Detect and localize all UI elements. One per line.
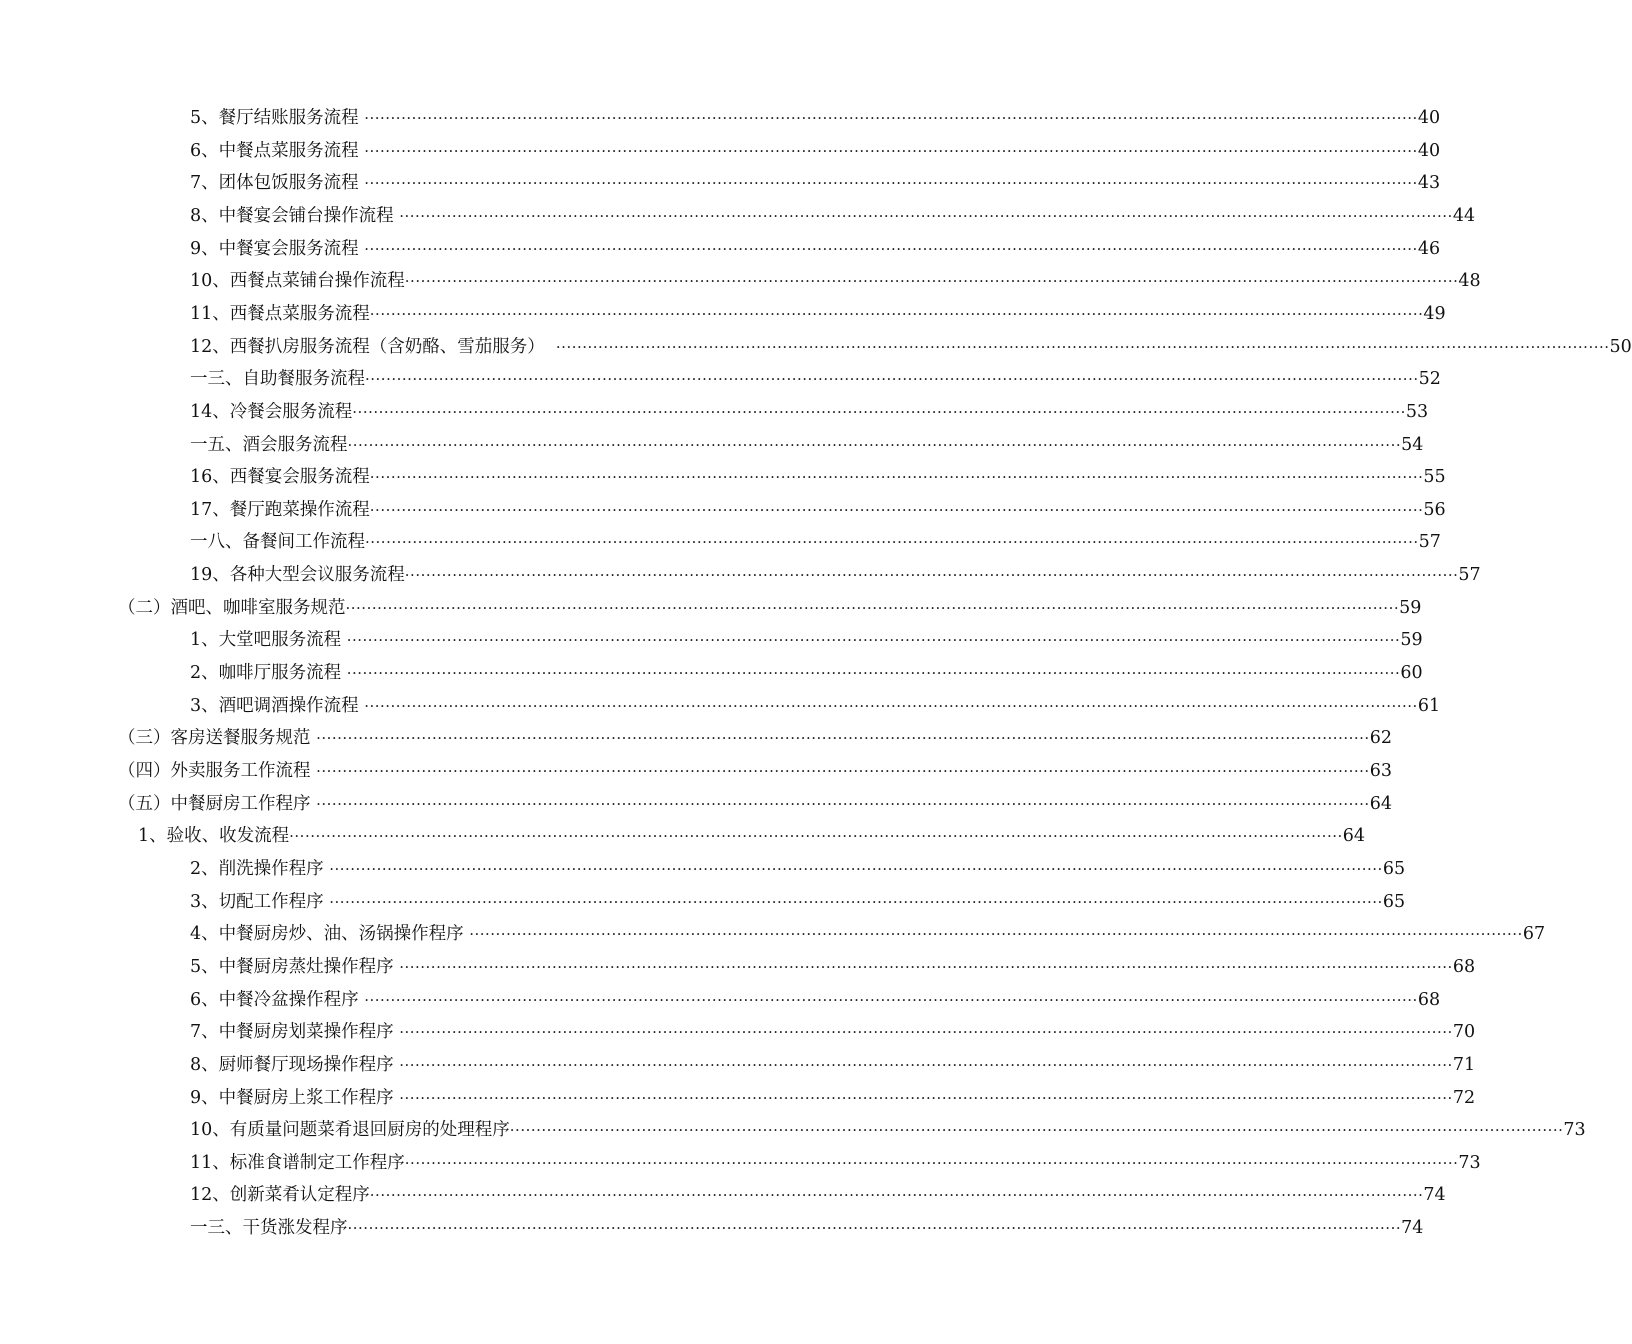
toc-entry-page-number: 43 (1417, 173, 1441, 194)
toc-entry-page-number: 52 (1418, 369, 1441, 390)
toc-entry[interactable] (190, 887, 1406, 917)
toc-entry-page-number: 74 (1401, 1218, 1424, 1239)
toc-entry[interactable] (190, 332, 1632, 362)
toc-entry-page-number: 73 (1458, 1152, 1481, 1173)
toc-entry-title: 2、咖啡厅服务流程 (190, 663, 347, 684)
toc-entry-title: 8、厨师餐厅现场操作程序 (190, 1054, 400, 1075)
toc-entry-page-number: 70 (1452, 1022, 1476, 1043)
toc-entry-title: 1、大堂吧服务流程 (190, 630, 347, 651)
toc-entry-title: 10、西餐点菜铺台操作流程 (190, 271, 405, 292)
toc-entry-page-number: 71 (1452, 1054, 1476, 1075)
dot-leader: ········································································································································································································ (509, 1121, 1564, 1140)
dot-leader: ········································································································································································································ (364, 109, 1418, 127)
toc-entry-page-number: 60 (1400, 663, 1423, 684)
dot-leader: ········································································································································································································ (365, 533, 1419, 552)
dot-leader: ········································································································································································································ (289, 827, 1343, 846)
toc-entry-page-number: 50 (1609, 336, 1632, 357)
toc-entry-page-number: 48 (1458, 271, 1481, 292)
toc-entry[interactable] (190, 168, 1441, 198)
dot-leader: ········································································································································································································ (369, 304, 1424, 323)
dot-leader: ········································································································································································································ (364, 174, 1418, 193)
toc-entry[interactable] (190, 952, 1476, 982)
dot-leader: ········································································································································································································ (316, 729, 1370, 748)
toc-entry-page-number: 68 (1417, 989, 1441, 1010)
toc-entry-title: 7、中餐厨房划菜操作程序 (190, 1022, 400, 1043)
toc-entry[interactable] (190, 136, 1441, 166)
dot-leader: ········································································································································································································ (369, 1186, 1424, 1205)
dot-leader: ········································································································································································································ (399, 206, 1453, 225)
toc-entry-page-number: 74 (1423, 1185, 1446, 1206)
toc-entry-title: 一八、备餐间工作流程 (190, 532, 365, 553)
toc-entry[interactable] (190, 103, 1441, 133)
toc-entry-page-number: 64 (1342, 826, 1366, 847)
toc-entry[interactable] (190, 658, 1423, 688)
toc-entry[interactable] (190, 1050, 1476, 1080)
dot-leader: ········································································································································································································ (399, 1055, 1453, 1074)
toc-entry-title: 12、创新菜肴认定程序 (190, 1185, 370, 1206)
dot-leader: ········································································································································································································ (347, 1219, 1402, 1238)
dot-leader: ········································································································································································································ (364, 696, 1418, 715)
toc-entry-title: （二）酒吧、咖啡室服务规范 (118, 597, 346, 618)
dot-leader: ········································································································································································································ (469, 925, 1523, 944)
dot-leader: ········································································································································································································ (364, 990, 1418, 1009)
toc-entry-title: 1、验收、收发流程 (138, 826, 290, 847)
toc-entry-page-number: 61 (1417, 695, 1441, 716)
toc-entry-title: 11、标准食谱制定工作程序 (190, 1152, 405, 1173)
toc-entry-page-number: 46 (1417, 238, 1441, 259)
toc-entry-page-number: 65 (1382, 858, 1406, 879)
toc-entry[interactable] (190, 1180, 1446, 1210)
toc-entry[interactable] (138, 821, 1366, 851)
dot-leader: ········································································································································································································ (399, 957, 1453, 976)
toc-entry[interactable] (190, 985, 1441, 1015)
toc-entry-page-number: 59 (1399, 597, 1422, 618)
toc-entry-title: （四）外卖服务工作流程 (118, 761, 317, 781)
toc-entry-page-number: 65 (1382, 891, 1406, 912)
toc-entry-page-number: 56 (1423, 499, 1446, 520)
toc-entry-title: 一三、自助餐服务流程 (190, 369, 365, 390)
toc-entry-title: 2、削洗操作程序 (190, 858, 330, 879)
toc-entry-title: 12、西餐扒房服务流程（含奶酪、雪茄服务） (190, 336, 556, 357)
toc-entry-title: 10、有质量问题菜肴退回厨房的处理程序 (190, 1120, 510, 1141)
toc-entry[interactable] (190, 1213, 1424, 1243)
toc-entry-title: 17、餐厅跑菜操作流程 (190, 499, 370, 520)
dot-leader: ········································································································································································································ (365, 370, 1419, 389)
toc-entry-page-number: 73 (1563, 1120, 1586, 1141)
toc-entry[interactable] (190, 625, 1423, 655)
toc-entry-page-number: 53 (1405, 401, 1429, 422)
toc-entry-page-number: 54 (1401, 434, 1424, 455)
toc-entry-title: 6、中餐点菜服务流程 (190, 140, 365, 161)
dot-leader: ········································································································································································································ (316, 762, 1370, 780)
toc-entry-title: 5、餐厅结账服务流程 (190, 108, 365, 128)
toc-entry[interactable] (118, 756, 1392, 786)
toc-entry[interactable] (190, 919, 1546, 949)
toc-entry[interactable] (190, 299, 1446, 329)
toc-entry-title: 14、冷餐会服务流程 (190, 401, 353, 422)
toc-entry-title: 9、中餐厨房上浆工作程序 (190, 1087, 400, 1108)
toc-entry-page-number: 44 (1452, 205, 1476, 226)
dot-leader: ········································································································································································································ (399, 1088, 1453, 1107)
toc-entry-page-number: 55 (1423, 467, 1446, 488)
toc-entry-page-number: 67 (1522, 924, 1546, 945)
toc-entry[interactable] (190, 1083, 1476, 1113)
toc-entry[interactable] (190, 495, 1446, 525)
toc-entry-title: 9、中餐宴会服务流程 (190, 238, 365, 259)
toc-entry[interactable] (118, 723, 1392, 753)
toc-entry-page-number: 64 (1369, 793, 1392, 814)
dot-leader: ········································································································································································································ (555, 337, 1610, 356)
dot-leader: ········································································································································································································ (404, 272, 1459, 291)
toc-entry-title: 一五、酒会服务流程 (190, 434, 348, 455)
toc-entry-title: 3、酒吧调酒操作流程 (190, 695, 365, 716)
dot-leader: ········································································································································································································ (399, 1023, 1453, 1042)
toc-entry-page-number: 72 (1452, 1087, 1476, 1108)
toc-entry[interactable] (118, 789, 1392, 819)
toc-entry-page-number: 40 (1417, 140, 1441, 161)
dot-leader: ········································································································································································································ (347, 435, 1402, 454)
toc-entry-title: （三）客房送餐服务规范 (118, 728, 317, 749)
dot-leader: ········································································································································································································ (364, 141, 1418, 160)
toc-entry-page-number: 57 (1418, 532, 1441, 553)
toc-entry[interactable] (190, 691, 1441, 721)
dot-leader: ········································································································································································································ (329, 892, 1383, 911)
dot-leader: ········································································································································································································ (345, 598, 1400, 617)
toc-entry-page-number: 49 (1423, 303, 1446, 324)
toc-entry-title: 19、各种大型会议服务流程 (190, 565, 405, 586)
dot-leader: ········································································································································································································ (329, 859, 1383, 878)
toc-entry-title: 7、团体包饭服务流程 (190, 173, 365, 194)
dot-leader: ········································································································································································································ (346, 664, 1401, 683)
toc-entry-page-number: 59 (1400, 630, 1423, 651)
toc-entry-title: 5、中餐厨房蒸灶操作程序 (190, 956, 400, 977)
toc-entry-page-number: 68 (1452, 956, 1476, 977)
toc-entry[interactable] (190, 527, 1441, 557)
toc-entry[interactable] (190, 1148, 1481, 1178)
toc-entry-title: 一三、干货涨发程序 (190, 1218, 348, 1239)
toc-entry[interactable] (190, 364, 1441, 394)
toc-entry-title: 3、切配工作程序 (190, 891, 330, 912)
toc-entry-page-number: 62 (1369, 728, 1392, 749)
toc-entry[interactable] (190, 266, 1481, 296)
toc-entry[interactable] (190, 201, 1476, 231)
toc-entry-title: 8、中餐宴会铺台操作流程 (190, 205, 400, 226)
dot-leader: ········································································································································································································ (352, 402, 1406, 421)
toc-entry-title: 6、中餐冷盆操作程序 (190, 989, 365, 1010)
toc-entry[interactable] (190, 1017, 1476, 1047)
toc-entry[interactable] (190, 234, 1441, 264)
dot-leader: ········································································································································································································ (369, 500, 1424, 519)
toc-entry[interactable] (190, 430, 1424, 460)
dot-leader: ········································································································································································································ (369, 468, 1424, 487)
toc-entry-page-number: 57 (1458, 565, 1481, 586)
toc-entry[interactable] (190, 854, 1406, 884)
toc-entry[interactable] (190, 397, 1429, 427)
toc-entry[interactable] (190, 1115, 1586, 1145)
toc-entry[interactable] (190, 560, 1481, 590)
toc-entry-title: 4、中餐厨房炒、油、汤锅操作程序 (190, 924, 470, 945)
toc-entry-title: （五）中餐厨房工作程序 (118, 793, 317, 814)
toc-entry-page-number: 63 (1369, 761, 1392, 781)
toc-entry-page-number: 40 (1417, 108, 1441, 128)
dot-leader: ········································································································································································································ (316, 794, 1370, 813)
dot-leader: ········································································································································································································ (346, 631, 1401, 650)
dot-leader: ········································································································································································································ (404, 1153, 1459, 1172)
dot-leader: ········································································································································································································ (404, 566, 1459, 585)
toc-entry-title: 11、西餐点菜服务流程 (190, 303, 370, 324)
toc-entry-title: 16、西餐宴会服务流程 (190, 467, 370, 488)
toc-entry[interactable] (118, 593, 1422, 623)
toc-entry[interactable] (190, 462, 1446, 492)
dot-leader: ········································································································································································································ (364, 239, 1418, 258)
